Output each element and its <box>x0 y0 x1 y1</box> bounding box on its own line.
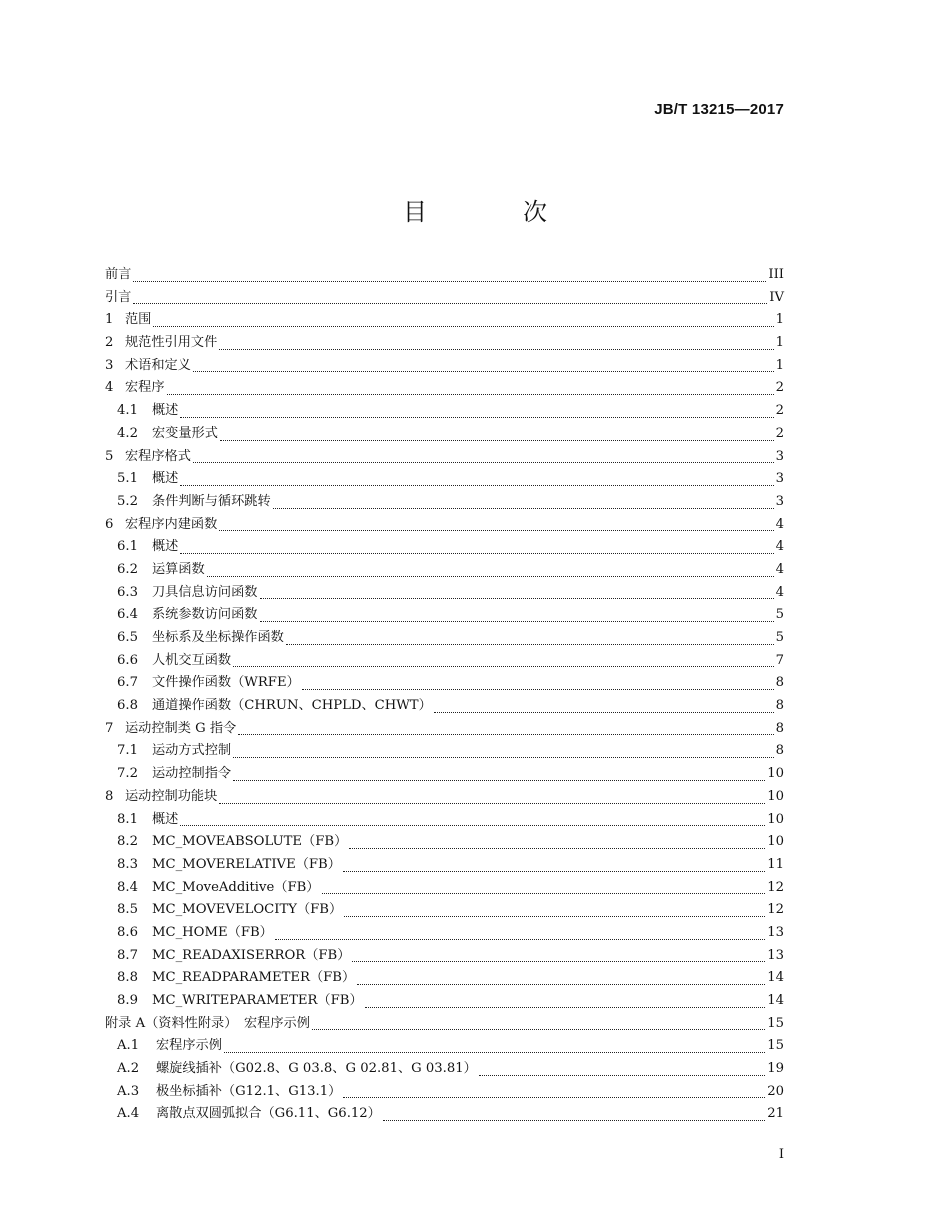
toc-entry[interactable] <box>105 446 784 469</box>
toc-entry-label: 运动方式控制 <box>152 743 232 759</box>
toc-entry[interactable] <box>105 468 784 491</box>
toc-entry-page: 4 <box>775 539 784 555</box>
toc-entry-label: 系统参数访问函数 <box>152 607 258 623</box>
toc-entry[interactable] <box>105 718 784 741</box>
toc-entry-label: 坐标系及坐标操作函数 <box>152 630 284 645</box>
standard-code: JB/T 13215—2017 <box>654 101 784 118</box>
toc-entry-label: 范围 <box>125 312 152 328</box>
toc-entry-label: 宏程序示例 <box>156 1038 222 1054</box>
toc-dot-leader <box>219 338 773 350</box>
toc-dot-leader <box>302 678 774 690</box>
toc-entry-page: 20 <box>767 1083 784 1099</box>
toc-entry[interactable] <box>105 877 784 900</box>
toc-entry-number: 6.8 <box>117 698 138 714</box>
toc-dot-leader <box>383 1109 765 1121</box>
toc-entry[interactable] <box>105 854 784 877</box>
toc-entry-number: 8.9 <box>117 993 138 1008</box>
toc-entry-page: 3 <box>775 493 784 509</box>
toc-entry-label: 宏程序格式 <box>125 448 191 464</box>
toc-entry-page: III <box>768 267 784 282</box>
toc-dot-leader <box>224 1041 765 1053</box>
toc-entry-page: 12 <box>767 879 784 895</box>
toc-dot-leader <box>238 723 773 735</box>
toc-entry-page: 11 <box>767 856 784 872</box>
toc-entry[interactable] <box>105 491 784 514</box>
toc-dot-leader <box>352 950 765 962</box>
toc-entry-number: 8.7 <box>117 947 138 963</box>
toc-entry-page: 10 <box>767 811 784 827</box>
toc-entry-number: 8.3 <box>117 856 138 872</box>
toc-entry[interactable] <box>105 377 784 400</box>
toc-entry-label: 概述 <box>152 811 179 827</box>
toc-entry-number: 6.6 <box>117 652 138 668</box>
toc-entry-page: 8 <box>775 675 784 691</box>
toc-entry-page: 10 <box>767 834 784 850</box>
toc-dot-leader <box>434 701 774 713</box>
toc-entry-number: 6.2 <box>117 561 138 577</box>
toc-entry-page: 8 <box>775 698 784 714</box>
toc-entry-label: 概述 <box>152 471 179 487</box>
toc-entry[interactable] <box>105 355 784 378</box>
toc-entry-page: 1 <box>775 357 784 373</box>
toc-entry-label: MC_HOME（FB） <box>152 924 273 940</box>
toc-entry-number: 8.5 <box>117 902 138 918</box>
toc-entry-label: MC_MOVEABSOLUTE（FB） <box>152 834 348 850</box>
toc-entry-page: 10 <box>767 766 784 782</box>
toc-dot-leader <box>344 905 765 917</box>
toc-entry-number: 8 <box>105 788 114 804</box>
toc-dot-leader <box>343 860 765 872</box>
toc-entry-page: 5 <box>775 630 784 645</box>
toc-entry-label: 离散点双圆弧拟合（G6.11、G6.12） <box>156 1106 381 1122</box>
toc-dot-leader <box>133 270 766 282</box>
toc-entry-number: 5.1 <box>117 471 138 487</box>
toc-dot-leader <box>180 542 773 554</box>
toc-dot-leader <box>322 882 766 894</box>
toc-entry[interactable] <box>105 831 784 854</box>
toc-dot-leader <box>349 837 765 849</box>
toc-entry-number: 8.6 <box>117 924 138 940</box>
toc-entry[interactable] <box>105 899 784 922</box>
toc-entry[interactable] <box>105 786 784 809</box>
toc-dot-leader <box>193 451 774 463</box>
toc-entry-page: 7 <box>775 652 784 668</box>
toc-entry-number: 6.3 <box>117 584 138 600</box>
toc-entry-page: 5 <box>775 607 784 623</box>
toc-entry-number: 6.7 <box>117 675 138 691</box>
toc-dot-leader <box>286 633 774 645</box>
toc-dot-leader <box>219 519 773 531</box>
toc-dot-leader <box>207 565 774 577</box>
toc-dot-leader <box>357 973 765 985</box>
toc-entry-number: A.1 <box>117 1038 140 1054</box>
toc-entry[interactable] <box>105 332 784 355</box>
toc-entry[interactable] <box>105 967 784 990</box>
toc-entry-page: 15 <box>767 1038 784 1054</box>
toc-dot-leader <box>260 587 774 599</box>
toc-entry-label: 规范性引用文件 <box>125 335 218 351</box>
toc-entry[interactable] <box>105 1103 784 1126</box>
toc-entry-label: MC_MOVERELATIVE（FB） <box>152 856 341 872</box>
toc-dot-leader <box>133 292 767 304</box>
toc-entry-number: 8.4 <box>117 879 138 895</box>
toc-entry-label: 极坐标插补（G12.1、G13.1） <box>156 1083 342 1099</box>
toc-dot-leader <box>260 610 774 622</box>
toc-entry-number: 4 <box>105 380 114 396</box>
toc-entry-number: 5 <box>105 448 114 464</box>
toc-entry-label: 引言 <box>105 289 132 305</box>
toc-entry-label: 文件操作函数（WRFE） <box>152 675 300 691</box>
toc-entry-page: 14 <box>767 970 784 986</box>
toc-dot-leader <box>193 360 774 372</box>
toc-entry-label: MC_MoveAdditive（FB） <box>152 879 320 895</box>
toc-entry-page: 21 <box>767 1106 784 1122</box>
toc-entry[interactable] <box>105 990 784 1013</box>
toc-entry[interactable] <box>105 536 784 559</box>
toc-entry-page: 3 <box>775 471 784 487</box>
toc-dot-leader <box>180 814 765 826</box>
toc-entry-label: MC_MOVEVELOCITY（FB） <box>152 902 343 918</box>
toc-entry-label: 运动控制指令 <box>152 766 232 782</box>
toc-entry[interactable] <box>105 287 784 310</box>
toc-dot-leader <box>479 1064 765 1076</box>
toc-entry-number: 7.1 <box>117 743 138 759</box>
toc-entry[interactable] <box>105 763 784 786</box>
toc-entry-number: 7 <box>105 720 114 736</box>
toc-entry-page: 13 <box>767 947 784 963</box>
toc-dot-leader <box>180 474 773 486</box>
toc-entry-label: 通道操作函数（CHRUN、CHPLD、CHWT） <box>152 698 432 714</box>
toc-entry-page: 12 <box>767 902 784 918</box>
toc-entry[interactable] <box>105 740 784 763</box>
toc-entry-number: 6 <box>105 516 114 532</box>
toc-entry-label: MC_READPARAMETER（FB） <box>152 970 356 986</box>
toc-entry-page: 15 <box>767 1015 784 1031</box>
table-of-contents <box>105 264 784 1126</box>
toc-entry-page: 2 <box>775 403 784 419</box>
toc-entry-number: 4.2 <box>117 425 138 441</box>
toc-dot-leader <box>343 1086 765 1098</box>
toc-dot-leader <box>365 996 766 1008</box>
toc-entry-number: 2 <box>105 335 114 351</box>
toc-entry-label: 人机交互函数 <box>152 652 232 668</box>
toc-entry-number: 6.5 <box>117 630 138 645</box>
toc-entry-page: 2 <box>775 425 784 441</box>
toc-entry-page: 13 <box>767 924 784 940</box>
toc-entry-label: 宏程序内建函数 <box>125 516 218 532</box>
toc-entry[interactable] <box>105 1081 784 1104</box>
toc-dot-leader <box>275 928 765 940</box>
toc-entry-page: 19 <box>767 1061 784 1077</box>
toc-dot-leader <box>273 497 774 509</box>
toc-entry[interactable] <box>105 627 784 650</box>
toc-entry-page: 10 <box>767 788 784 804</box>
toc-entry[interactable] <box>105 1058 784 1081</box>
toc-entry-label: 宏程序 <box>125 380 165 396</box>
toc-entry-page: 4 <box>775 584 784 600</box>
toc-entry-label: MC_WRITEPARAMETER（FB） <box>152 993 363 1008</box>
toc-entry-page: 8 <box>775 720 784 736</box>
toc-entry-label: 附录 A（资料性附录） 宏程序示例 <box>105 1015 310 1031</box>
toc-entry-page: 2 <box>775 380 784 396</box>
toc-entry-label: 运动控制类 G 指令 <box>125 720 237 736</box>
toc-dot-leader <box>167 383 774 395</box>
toc-entry-number: 8.2 <box>117 834 138 850</box>
toc-entry-number: A.3 <box>117 1083 140 1099</box>
toc-entry[interactable] <box>105 809 784 832</box>
toc-dot-leader <box>312 1018 765 1030</box>
toc-entry-number: 5.2 <box>117 493 138 509</box>
toc-entry-page: 1 <box>775 335 784 351</box>
toc-entry-page: 8 <box>775 743 784 759</box>
toc-dot-leader <box>233 769 765 781</box>
toc-entry[interactable] <box>105 604 784 627</box>
toc-dot-leader <box>233 655 773 667</box>
toc-entry[interactable] <box>105 922 784 945</box>
toc-entry[interactable] <box>105 1013 784 1036</box>
toc-entry-number: 8.1 <box>117 811 138 827</box>
toc-entry-number: 7.2 <box>117 766 138 782</box>
toc-entry[interactable] <box>105 264 784 287</box>
toc-entry[interactable] <box>105 582 784 605</box>
toc-entry[interactable] <box>105 695 784 718</box>
toc-entry-label: 条件判断与循环跳转 <box>152 493 271 509</box>
toc-entry-number: 8.8 <box>117 970 138 986</box>
toc-dot-leader <box>153 315 773 327</box>
toc-entry-number: A.2 <box>117 1061 140 1077</box>
toc-entry-label: 运动控制功能块 <box>125 788 218 804</box>
toc-entry-label: 术语和定义 <box>125 357 191 373</box>
toc-dot-leader <box>220 429 774 441</box>
toc-entry[interactable] <box>105 400 784 423</box>
toc-entry-number: A.4 <box>117 1106 140 1122</box>
page-title: 目 次 <box>403 198 583 226</box>
toc-entry-number: 6.4 <box>117 607 138 623</box>
toc-entry[interactable] <box>105 672 784 695</box>
toc-entry-label: 概述 <box>152 539 179 555</box>
toc-entry-page: 4 <box>775 561 784 577</box>
toc-entry-page: 3 <box>775 448 784 464</box>
toc-entry[interactable] <box>105 650 784 673</box>
toc-entry[interactable] <box>105 945 784 968</box>
toc-entry-page: 1 <box>775 312 784 328</box>
toc-entry-page: 14 <box>767 993 784 1008</box>
toc-entry-number: 3 <box>105 357 114 373</box>
toc-dot-leader <box>233 746 773 758</box>
toc-entry-number: 4.1 <box>117 403 138 419</box>
toc-entry-number: 1 <box>105 312 114 328</box>
toc-entry-label: 前言 <box>105 267 132 282</box>
toc-entry[interactable] <box>105 559 784 582</box>
toc-entry-page: IV <box>769 289 784 305</box>
toc-dot-leader <box>180 406 773 418</box>
toc-entry-label: 刀具信息访问函数 <box>152 584 258 600</box>
toc-dot-leader <box>219 792 765 804</box>
toc-entry-number: 6.1 <box>117 539 138 555</box>
toc-entry[interactable] <box>105 423 784 446</box>
toc-entry-label: MC_READAXISERROR（FB） <box>152 947 351 963</box>
toc-entry[interactable] <box>105 309 784 332</box>
toc-entry-label: 宏变量形式 <box>152 425 218 441</box>
toc-entry-label: 螺旋线插补（G02.8、G 03.8、G 02.81、G 03.81） <box>156 1061 477 1077</box>
toc-entry-label: 概述 <box>152 403 179 419</box>
toc-entry-label: 运算函数 <box>152 561 205 577</box>
toc-entry[interactable] <box>105 1035 784 1058</box>
toc-entry[interactable] <box>105 514 784 537</box>
page-number: I <box>778 1147 784 1162</box>
toc-entry-page: 4 <box>775 516 784 532</box>
